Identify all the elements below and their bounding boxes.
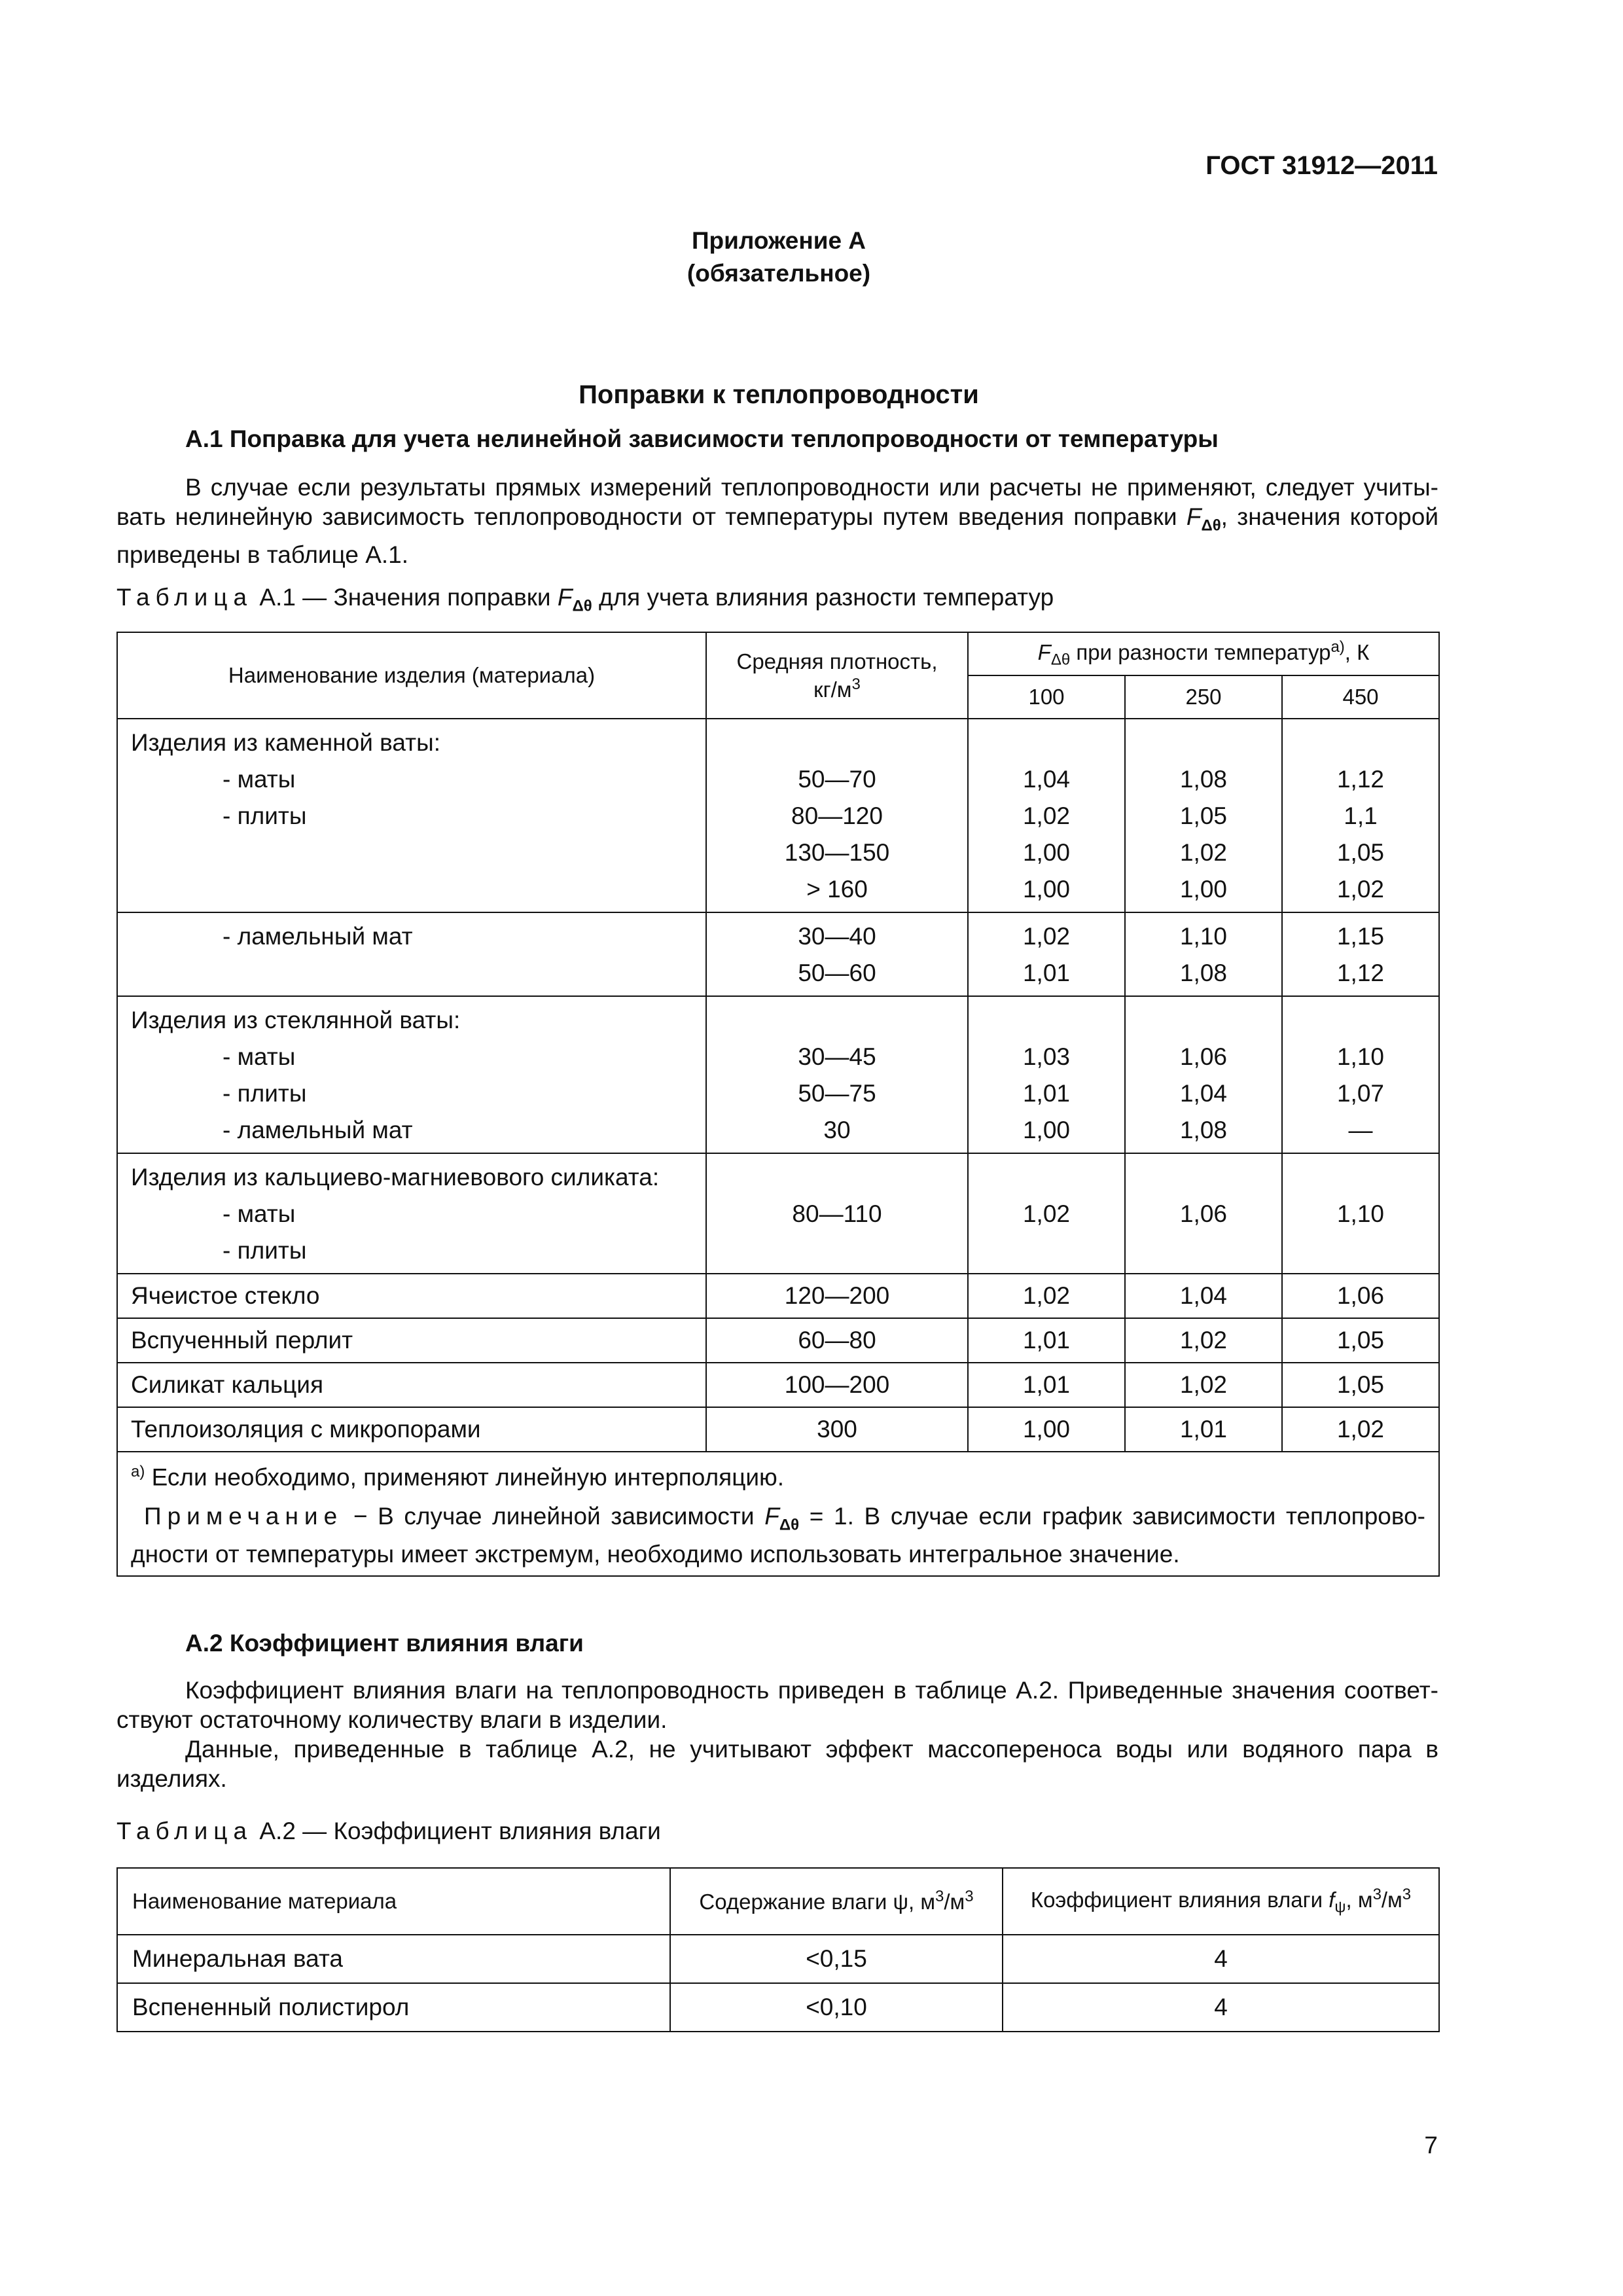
f-value: — bbox=[1348, 1117, 1373, 1143]
f-value: 1,00 bbox=[1022, 876, 1070, 903]
density-value: 80—110 bbox=[792, 1200, 882, 1227]
table1-row bbox=[117, 1274, 1439, 1318]
col-header-name: Наименование изделия (материала) bbox=[117, 632, 706, 719]
table2-row bbox=[117, 1935, 1439, 1983]
f-value bbox=[969, 725, 1124, 761]
f-value: 1,01 bbox=[1125, 1407, 1282, 1452]
item-name: - маты bbox=[223, 1200, 296, 1227]
group-v100-cell bbox=[968, 1153, 1125, 1274]
group-v450-cell bbox=[1282, 1153, 1439, 1274]
f-value: 1,12 bbox=[1336, 960, 1384, 986]
density-value: 130—150 bbox=[784, 839, 890, 866]
item-name: Изделия из кальциево-магниевового силиката: bbox=[131, 1164, 660, 1191]
table1-group-row bbox=[117, 719, 1439, 912]
item-name bbox=[118, 834, 705, 871]
f-value: 1,00 bbox=[1022, 839, 1070, 866]
col-header-density: Средняя плотность, $кг/м^3$ bbox=[706, 632, 968, 719]
item-name: - плиты bbox=[223, 1080, 307, 1107]
col-header-temp-250: 250 bbox=[1125, 675, 1282, 719]
f-value: 1,02 bbox=[1336, 876, 1384, 903]
f-value: 1,10 bbox=[1336, 1200, 1384, 1227]
a2-paragraph-2: Данные, приведенные в таблице А.2, не учитывают эффект массопереноса воды или водяного пара в изделиях. bbox=[116, 1736, 1438, 1792]
group-density-cell bbox=[706, 912, 968, 996]
f-value bbox=[1126, 1232, 1281, 1269]
item-name: - плиты bbox=[223, 802, 307, 829]
f-value bbox=[1283, 1159, 1438, 1196]
density-value bbox=[707, 1002, 967, 1039]
table-a1 bbox=[116, 632, 1440, 1577]
density-value bbox=[707, 1232, 967, 1269]
density-value: 60—80 bbox=[706, 1318, 968, 1363]
item-name: Силикат кальция bbox=[117, 1363, 706, 1407]
item-name bbox=[118, 955, 705, 992]
item-name: Изделия из каменной ваты: bbox=[131, 729, 440, 756]
f-value: 1,08 bbox=[1179, 960, 1227, 986]
group-density-cell bbox=[706, 719, 968, 912]
f-value: 1,01 bbox=[1022, 960, 1070, 986]
f-value: 1,02 bbox=[1022, 802, 1070, 829]
table1-footnote: $^{а)}$ Если необходимо, применяют линейную интерполяцию. bbox=[131, 1463, 785, 1491]
f-value: 1,1 bbox=[1344, 802, 1378, 829]
group-names-cell bbox=[117, 912, 706, 996]
item-name: Вспученный перлит bbox=[117, 1318, 706, 1363]
item-name: - ламельный мат bbox=[223, 923, 413, 950]
col-header-temp-450: 450 bbox=[1282, 675, 1439, 719]
f-value: 1,06 bbox=[1179, 1043, 1227, 1070]
group-v450-cell bbox=[1282, 719, 1439, 912]
f-value bbox=[1126, 725, 1281, 761]
f-value: 1,12 bbox=[1336, 766, 1384, 793]
f-value bbox=[969, 1232, 1124, 1269]
density-value bbox=[707, 725, 967, 761]
f-value: 1,02 bbox=[1022, 1200, 1070, 1227]
f-value: 1,01 bbox=[968, 1318, 1125, 1363]
f-value: 1,10 bbox=[1179, 923, 1227, 950]
col-header-temp-100: 100 bbox=[968, 675, 1125, 719]
f-value: 1,02 bbox=[1125, 1318, 1282, 1363]
group-v100-cell bbox=[968, 996, 1125, 1153]
f-value bbox=[1283, 1232, 1438, 1269]
a1-paragraph: В случае если результаты прямых измерений теплопроводности или расчеты не применяют, следует учиты-вать нелинейную зависимость теплопроводности от температуры путем введения поправки $F_{\Delta\theta}$, значения которой приведены в таблице А.1. bbox=[116, 474, 1438, 569]
table1-group-row bbox=[117, 996, 1439, 1153]
item-name: - маты bbox=[223, 766, 296, 793]
f-value: 1,00 bbox=[1022, 1117, 1070, 1143]
f-value bbox=[1126, 1159, 1281, 1196]
f-value bbox=[969, 1159, 1124, 1196]
f-value: 1,00 bbox=[1179, 876, 1227, 903]
moisture-value: <0,10 bbox=[670, 1983, 1003, 2032]
f-value: 1,08 bbox=[1179, 1117, 1227, 1143]
material-name: Минеральная вата bbox=[117, 1935, 670, 1983]
item-name: Ячеистое стекло bbox=[117, 1274, 706, 1318]
item-name: - плиты bbox=[223, 1237, 307, 1264]
coefficient-value: 4 bbox=[1003, 1983, 1439, 2032]
f-value bbox=[1283, 1002, 1438, 1039]
item-name: Изделия из стеклянной ваты: bbox=[131, 1007, 461, 1033]
col-header-coefficient: Коэффициент влияния влаги $f_\psi$, $м^3/м^3$ bbox=[1003, 1868, 1439, 1935]
f-value: 1,08 bbox=[1179, 766, 1227, 793]
group-v450-cell bbox=[1282, 996, 1439, 1153]
group-v100-cell bbox=[968, 912, 1125, 996]
group-v450-cell bbox=[1282, 912, 1439, 996]
f-value bbox=[1283, 725, 1438, 761]
coefficient-value: 4 bbox=[1003, 1935, 1439, 1983]
f-value: 1,04 bbox=[1125, 1274, 1282, 1318]
page-number: 7 bbox=[1424, 2132, 1438, 2159]
f-value: 1,10 bbox=[1336, 1043, 1384, 1070]
density-value: > 160 bbox=[806, 876, 868, 903]
density-value: 80—120 bbox=[791, 802, 883, 829]
group-v100-cell bbox=[968, 719, 1125, 912]
density-value: 30—40 bbox=[798, 923, 876, 950]
item-name: Теплоизоляция с микропорами bbox=[117, 1407, 706, 1452]
col-header-f: $F_{\Delta\theta}$ при разности температур$^{а)}$, К bbox=[968, 632, 1439, 675]
f-value: 1,07 bbox=[1336, 1080, 1384, 1107]
f-value: 1,15 bbox=[1336, 923, 1384, 950]
col-header-material: Наименование материала bbox=[117, 1868, 670, 1935]
item-name: - ламельный мат bbox=[223, 1117, 413, 1143]
document-code: ГОСТ 31912—2011 bbox=[1205, 151, 1438, 180]
f-value: 1,06 bbox=[1282, 1274, 1439, 1318]
item-name bbox=[118, 871, 705, 908]
f-value: 1,02 bbox=[968, 1274, 1125, 1318]
f-value: 1,05 bbox=[1282, 1318, 1439, 1363]
table1-group-row bbox=[117, 912, 1439, 996]
f-value: 1,05 bbox=[1282, 1363, 1439, 1407]
item-name: - маты bbox=[223, 1043, 296, 1070]
group-names-cell bbox=[117, 1153, 706, 1274]
f-value: 1,03 bbox=[1022, 1043, 1070, 1070]
table1-row bbox=[117, 1318, 1439, 1363]
f-value bbox=[969, 1002, 1124, 1039]
f-value: 1,04 bbox=[1179, 1080, 1227, 1107]
f-value bbox=[1126, 1002, 1281, 1039]
group-names-cell bbox=[117, 719, 706, 912]
table1-row bbox=[117, 1363, 1439, 1407]
appendix-title: Приложение А bbox=[691, 227, 866, 254]
f-value: 1,02 bbox=[1282, 1407, 1439, 1452]
f-value: 1,04 bbox=[1022, 766, 1070, 793]
moisture-value: <0,15 bbox=[670, 1935, 1003, 1983]
material-name: Вспененный полистирол bbox=[117, 1983, 670, 2032]
group-v250-cell bbox=[1125, 719, 1282, 912]
group-density-cell bbox=[706, 996, 968, 1153]
a2-heading: А.2 Коэффициент влияния влаги bbox=[185, 1630, 584, 1657]
table1-caption: Таблица А.1 — Значения поправки $F_{\Delta\theta}$ для учета влияния разности температур bbox=[116, 584, 1054, 615]
density-value: 50—70 bbox=[798, 766, 876, 793]
density-value: 50—60 bbox=[798, 960, 876, 986]
density-value: 30 bbox=[823, 1117, 851, 1143]
f-value: 1,01 bbox=[968, 1363, 1125, 1407]
table1-row bbox=[117, 1407, 1439, 1452]
table2-caption: Таблица А.2 — Коэффициент влияния влаги bbox=[116, 1818, 661, 1844]
f-value: 1,05 bbox=[1179, 802, 1227, 829]
group-density-cell bbox=[706, 1153, 968, 1274]
f-value: 1,02 bbox=[1125, 1363, 1282, 1407]
density-value: 100—200 bbox=[706, 1363, 968, 1407]
group-v250-cell bbox=[1125, 912, 1282, 996]
density-value bbox=[707, 1159, 967, 1196]
table-a2 bbox=[116, 1867, 1440, 2032]
table2-row bbox=[117, 1983, 1439, 2032]
f-value: 1,06 bbox=[1179, 1200, 1227, 1227]
group-v250-cell bbox=[1125, 996, 1282, 1153]
density-value: 30—45 bbox=[798, 1043, 876, 1070]
f-value: 1,00 bbox=[968, 1407, 1125, 1452]
density-value: 50—75 bbox=[798, 1080, 876, 1107]
group-v250-cell bbox=[1125, 1153, 1282, 1274]
group-names-cell bbox=[117, 996, 706, 1153]
f-value: 1,01 bbox=[1022, 1080, 1070, 1107]
density-value: 120—200 bbox=[706, 1274, 968, 1318]
f-value: 1,02 bbox=[1022, 923, 1070, 950]
table1-notes bbox=[117, 1452, 1439, 1576]
density-value: 300 bbox=[706, 1407, 968, 1452]
section-title: Поправки к теплопроводности bbox=[579, 380, 979, 409]
f-value: 1,02 bbox=[1179, 839, 1227, 866]
a1-heading: А.1 Поправка для учета нелинейной зависимости теплопроводности от температуры bbox=[185, 425, 1219, 452]
table1-group-row bbox=[117, 1153, 1439, 1274]
a2-paragraph-1: Коэффициент влияния влаги на теплопроводность приведен в таблице А.2. Приведенные значения соответ-ствуют остаточному количеству влаги в изделии. bbox=[116, 1677, 1438, 1733]
f-value: 1,05 bbox=[1336, 839, 1384, 866]
table1-note: Примечание − В случае линейной зависимости $F_{\Delta\theta} = 1$. В случае если график зависимости теплопрово-дности от температуры имеет экстремум, необходимо использовать интегральное значение. bbox=[131, 1503, 1425, 1568]
appendix-status: (обязательное) bbox=[687, 260, 871, 287]
col-header-moisture: Содержание влаги ψ, $м^3/м^3$ bbox=[670, 1868, 1003, 1935]
